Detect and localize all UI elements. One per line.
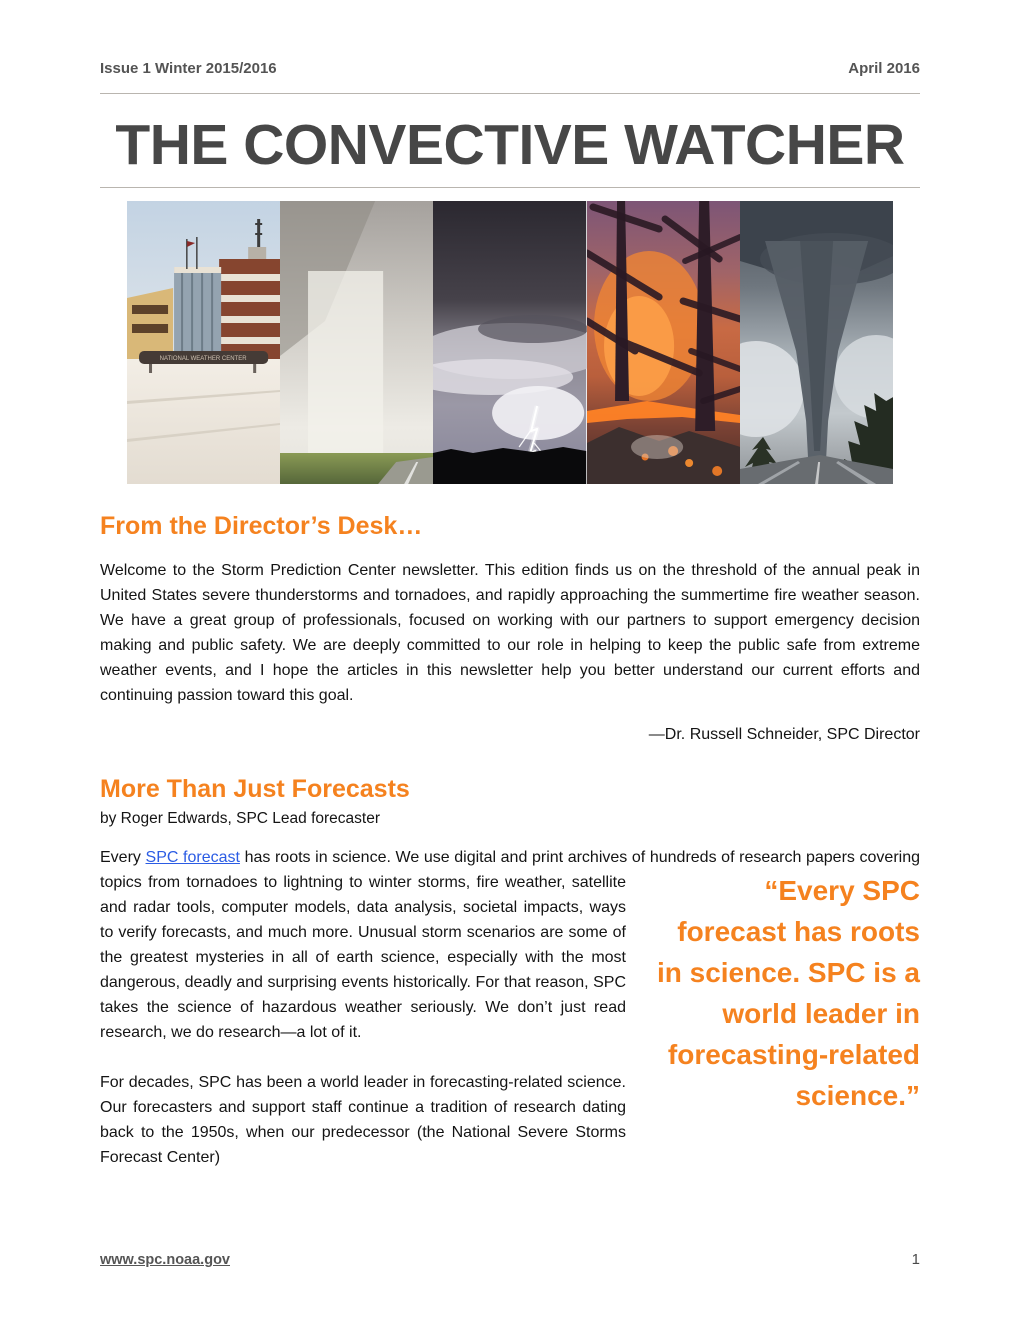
forecasts-heading: More Than Just Forecasts — [100, 774, 410, 803]
directors-desk-attribution: —Dr. Russell Schneider, SPC Director — [648, 725, 920, 743]
directors-desk-body: Welcome to the Storm Prediction Center newsletter. This edition finds us on the threshold of the annual peak in United States severe thunderstorms and tornadoes, and rapidly approaching the summertime fire weather season. We have a great group of professionals, focused on working with our partners to support emergency decision making and public safety. We are deeply committed to our role in helping to keep the public safe from extreme weather events, and I hope the articles in this newsletter help you better understand our current efforts and continuing passion toward this goal. — [100, 561, 920, 704]
document-footer — [100, 1251, 920, 1268]
footer-url-link[interactable]: www.spc.noaa.gov — [100, 1252, 230, 1268]
section-directors-desk — [100, 484, 920, 747]
forecasts-byline: by Roger Edwards, SPC Lead forecaster — [100, 810, 380, 828]
directors-desk-heading: From the Director’s Desk… — [100, 512, 423, 541]
page-number: 1 — [911, 1251, 920, 1268]
section-more-than-just-forecasts — [100, 747, 920, 1171]
p1-text-before-link: Every — [100, 849, 146, 867]
title-rule — [100, 187, 920, 188]
pull-quote: “Every SPC forecast has roots in science. SPC is a world leader in forecasting-related science.” — [656, 875, 920, 1112]
issue-label: Issue 1 Winter 2015/2016 — [100, 60, 277, 77]
forecasts-paragraph-1 — [100, 845, 921, 1112]
forecasts-paragraph-2: For decades, SPC has been a world leader in forecasting-related science. Our forecasters and support staff continue a tradition of research dating back to the 1950s, when our predecessor (the National Severe Storms Forecast Center) — [100, 1074, 626, 1167]
photo-lightning-strike — [433, 201, 586, 484]
photo-storm-precipitation-shaft — [280, 201, 433, 484]
nwc-sign-text: NATIONAL WEATHER CENTER — [159, 356, 247, 363]
p1-text-after-link: has roots in science. We use digital and print archives of hundreds of research papers — [239, 849, 860, 867]
document-header — [100, 60, 920, 77]
photo-tornado — [740, 201, 893, 484]
forecasts-article — [100, 845, 920, 1170]
banner-photo-strip — [127, 201, 893, 484]
header-rule — [100, 93, 920, 94]
date-label: April 2016 — [848, 60, 920, 77]
p1-text-rest: covering topics from tornadoes to lightning to winter storms, fire weather, satellite and radar tools, computer models, data analysis, societal impacts, ways to verify forecasts, and much more. Unusual storm scenarios are some of the greatest mysteries in all of earth science, especially with the most dangerous, deadly and surprising events historically. For that reason, SPC takes the science of hazardous weather seriously. We don’t just read research, we do research—a lot of it. — [100, 849, 921, 1042]
photo-national-weather-center-snow — [127, 201, 280, 484]
newsletter-title: THE CONVECTIVE WATCHER — [115, 113, 905, 177]
photo-wildfire — [587, 201, 740, 484]
spc-forecast-link[interactable]: SPC forecast — [145, 849, 240, 867]
